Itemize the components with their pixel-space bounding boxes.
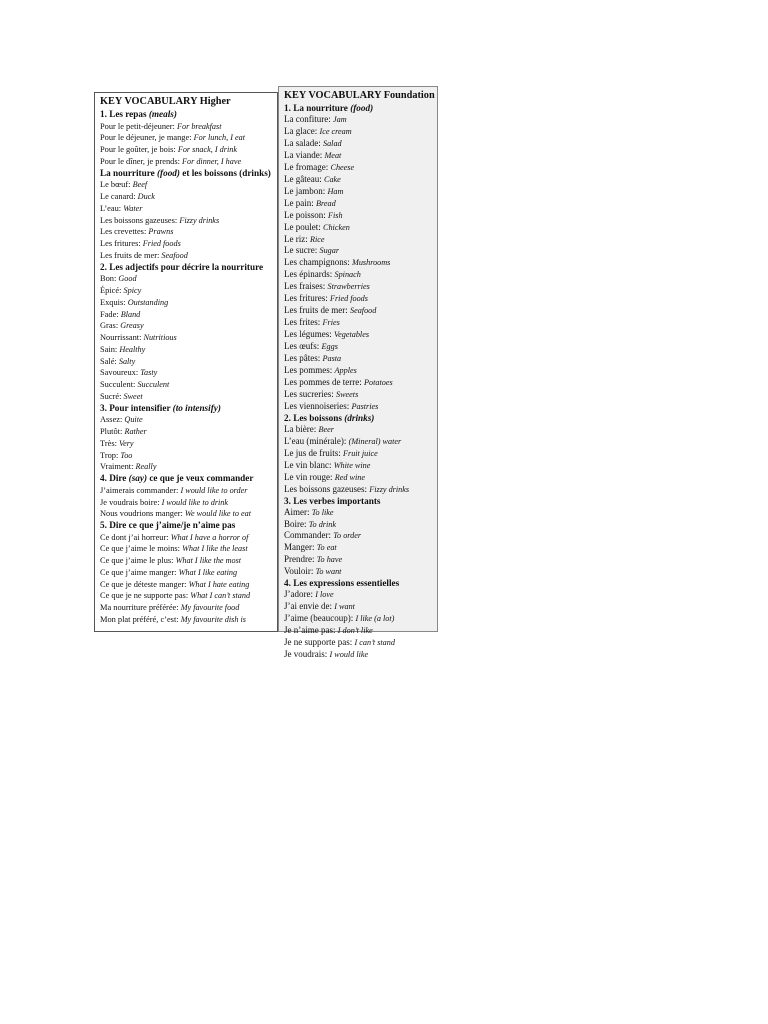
vocab-entry (100, 555, 277, 567)
english-translation: To drink (308, 519, 336, 529)
english-translation: Salad (322, 138, 342, 148)
french-term: Le fromage: (284, 161, 329, 172)
french-term: Trop: (100, 450, 119, 460)
vocab-entry (100, 356, 277, 368)
section-heading-translation: (food) (350, 103, 374, 113)
french-term: Ce que j’aime le moins: (100, 544, 181, 554)
english-translation: Vegetables (334, 330, 370, 340)
vocab-entry (100, 567, 277, 579)
english-translation: I would like (329, 650, 369, 660)
english-translation: Sweet (123, 391, 143, 401)
english-translation: I would like to drink (161, 497, 229, 507)
vocab-entry (284, 566, 437, 578)
english-translation: We would like to eat (184, 509, 252, 519)
vocab-entry (100, 379, 277, 391)
vocab-entry (100, 414, 277, 426)
english-translation: I would like to order (180, 485, 248, 495)
vocab-entry (100, 450, 277, 462)
english-translation: Pastries (351, 401, 379, 411)
french-term: Les fritures: (284, 293, 328, 304)
english-translation: Red wine (334, 472, 365, 482)
french-term: Pour le goûter, je bois: (100, 145, 176, 155)
english-translation: Really (135, 462, 157, 472)
section-heading (100, 262, 277, 274)
french-term: Les pommes de terre: (284, 376, 362, 387)
section-heading-text: 4. Les expressions essentielles (284, 578, 400, 589)
french-term: Le pain: (284, 197, 314, 208)
english-translation: Rather (124, 427, 147, 437)
vocab-entry (100, 614, 277, 626)
vocab-entry (100, 344, 277, 356)
french-term: Épicé: (100, 286, 122, 296)
vocabulary-sheet (94, 86, 438, 660)
vocab-entry (284, 436, 437, 448)
english-translation: Apples (334, 366, 357, 376)
vocab-entry (284, 484, 437, 496)
english-translation: Strawberries (327, 282, 370, 292)
vocab-entry (284, 530, 437, 542)
section-heading-translation: (say) (128, 473, 148, 484)
english-translation: Succulent (137, 380, 170, 390)
english-translation: Seafood (349, 306, 377, 316)
section-heading (100, 520, 277, 532)
french-term: Ma nourriture préférée: (100, 603, 179, 613)
section-heading (284, 103, 437, 114)
vocab-entry (100, 132, 277, 144)
english-translation: What I hate eating (188, 579, 250, 589)
french-term: Succulent: (100, 380, 136, 390)
english-translation: Fried foods (329, 294, 368, 304)
french-term: La viande: (284, 149, 323, 160)
english-translation: To want (315, 567, 342, 577)
higher-title: KEY VOCABULARY Higher (100, 96, 231, 107)
french-term: Savoureux: (100, 368, 139, 378)
english-translation: Healthy (119, 344, 146, 354)
vocab-entry (284, 269, 437, 281)
english-translation: Pasta (322, 354, 342, 364)
english-translation: Tasty (140, 368, 158, 378)
vocab-entry (284, 222, 437, 234)
english-translation: Salty (118, 356, 136, 366)
vocab-entry (100, 543, 277, 555)
english-translation: Fizzy drinks (369, 484, 410, 494)
french-term: Les pâtes: (284, 353, 321, 364)
english-translation: What I like eating (178, 567, 238, 577)
french-term: Ce dont j’ai horreur: (100, 532, 169, 542)
french-term: L’eau (minérale): (284, 435, 347, 446)
vocab-entry (100, 250, 277, 262)
french-term: Très: (100, 438, 117, 448)
english-translation: I want (334, 602, 355, 612)
vocab-entry (284, 554, 437, 566)
vocab-entry (100, 238, 277, 250)
french-term: Manger: (284, 542, 315, 553)
english-translation: What I have a horror of (170, 532, 249, 542)
french-term: Salé: (100, 356, 117, 366)
english-translation: Very (119, 438, 134, 448)
french-term: Les boissons gazeuses: (284, 483, 367, 494)
vocab-entry (284, 353, 437, 365)
english-translation: Jam (332, 115, 347, 124)
french-term: Les viennoiseries: (284, 400, 350, 411)
english-translation: Spicy (123, 286, 142, 296)
french-term: Les sucreries: (284, 388, 334, 399)
english-translation: Chicken (323, 222, 350, 232)
vocab-entry (284, 281, 437, 293)
vocab-entry (100, 226, 277, 238)
vocab-entry (284, 150, 437, 162)
english-translation: Bland (120, 309, 141, 319)
vocab-entry (284, 174, 437, 186)
english-translation: Mushrooms (352, 258, 391, 268)
french-term: Les fruits de mer: (100, 250, 160, 260)
vocab-entry (100, 426, 277, 438)
french-term: Je n’aime pas: (284, 625, 336, 636)
french-term: Le canard: (100, 192, 136, 202)
french-term: Sain: (100, 344, 118, 354)
french-term: La salade: (284, 137, 321, 148)
vocab-entry (284, 507, 437, 519)
vocab-entry (284, 245, 437, 257)
vocab-entry (284, 601, 437, 613)
vocab-entry (100, 590, 277, 602)
french-term: Exquis: (100, 297, 126, 307)
english-translation: Ice cream (319, 126, 352, 136)
section-heading-text: 1. Les repas (100, 109, 147, 119)
english-translation: Greasy (120, 321, 144, 331)
english-translation: Water (123, 203, 143, 213)
french-term: Vouloir: (284, 566, 314, 577)
section-heading (284, 578, 437, 589)
vocab-entry (284, 234, 437, 246)
english-translation: Bread (316, 198, 336, 208)
vocab-entry (100, 461, 277, 473)
french-term: Les œufs: (284, 341, 320, 352)
vocab-entry (100, 602, 277, 614)
french-term: Aimer: (284, 506, 310, 517)
english-translation: For lunch, I eat (193, 133, 246, 143)
french-term: Les frites: (284, 317, 321, 328)
vocab-entry (100, 579, 277, 591)
section-heading-translation: (drinks) (344, 412, 375, 423)
english-translation: Nutritious (143, 333, 177, 343)
french-term: Boire: (284, 518, 307, 529)
section-heading-translation: (meals) (148, 109, 177, 119)
french-term: La confiture: (284, 114, 331, 124)
french-term: Le sucre: (284, 245, 318, 256)
french-term: Nous voudrions manger: (100, 509, 183, 519)
french-term: Le riz: (284, 233, 308, 244)
english-translation: To like (311, 507, 334, 517)
english-translation: Good (118, 274, 137, 284)
french-term: Le bœuf: (100, 180, 131, 190)
vocab-entry (100, 485, 277, 497)
vocab-entry (284, 472, 437, 484)
vocab-entry (284, 389, 437, 401)
vocab-entry (284, 305, 437, 317)
vocab-entry (284, 649, 437, 661)
english-translation: Too (120, 450, 133, 460)
vocab-entry (100, 144, 277, 156)
vocab-entry (284, 637, 437, 649)
english-translation: Fish (328, 210, 343, 220)
vocab-entry (284, 589, 437, 601)
french-term: Les boissons gazeuses: (100, 215, 178, 225)
vocab-entry (284, 401, 437, 413)
french-term: Les champignons: (284, 257, 350, 268)
english-translation: Beef (132, 180, 148, 190)
english-translation: For dinner, I have (182, 156, 242, 166)
vocab-entry (100, 191, 277, 203)
foundation-title: KEY VOCABULARY Foundation (284, 90, 435, 101)
english-translation: White wine (333, 460, 371, 470)
english-translation: For snack, I drink (177, 145, 237, 155)
english-translation: Sweets (335, 389, 359, 399)
english-translation: I like (a lot) (355, 614, 395, 624)
english-translation: I can’t stand (354, 638, 395, 648)
section-heading-continuation: et les boissons (drinks) (182, 167, 271, 178)
french-term: J’ai envie de: (284, 601, 332, 612)
vocab-entry (284, 613, 437, 625)
higher-vocabulary-column (94, 92, 278, 632)
vocab-entry (284, 519, 437, 531)
english-translation: Potatoes (363, 377, 393, 387)
french-term: Le vin blanc: (284, 459, 332, 470)
french-term: Le jus de fruits: (284, 447, 341, 458)
vocab-entry (284, 460, 437, 472)
foundation-vocabulary-column (278, 86, 438, 660)
vocab-entry (100, 508, 277, 520)
english-translation: To order (333, 531, 362, 541)
french-term: Vraiment: (100, 462, 134, 472)
english-translation: Eggs (321, 342, 338, 352)
english-translation: To have (316, 555, 343, 565)
english-translation: Quite (124, 415, 143, 425)
section-heading-translation: (to intensify) (172, 402, 221, 413)
section-heading (100, 168, 277, 180)
vocab-entry (284, 424, 437, 436)
section-heading (284, 496, 437, 507)
vocab-entry (284, 198, 437, 210)
french-term: J’aimerais commander: (100, 485, 179, 495)
french-term: Pour le déjeuner, je mange: (100, 133, 192, 143)
french-term: Les légumes: (284, 329, 332, 340)
english-translation: Cake (323, 174, 341, 184)
french-term: Je voudrais boire: (100, 497, 160, 507)
french-term: Le poisson: (284, 209, 326, 220)
french-term: La glace: (284, 125, 318, 136)
french-term: Ce que je ne supporte pas: (100, 591, 189, 601)
vocab-entry (284, 293, 437, 305)
vocab-entry (284, 138, 437, 150)
english-translation: My favourite food (180, 603, 240, 613)
english-translation: Seafood (161, 250, 188, 260)
french-term: Sucré: (100, 391, 122, 401)
french-term: Le poulet: (284, 221, 321, 232)
french-term: La bière: (284, 423, 317, 434)
english-translation: What I can’t stand (190, 591, 251, 601)
french-term: J’aime (beaucoup): (284, 613, 354, 624)
vocab-entry (284, 186, 437, 198)
vocab-entry (100, 297, 277, 309)
english-translation: Prawns (148, 227, 174, 237)
french-term: Pour le petit-déjeuner: (100, 121, 175, 131)
vocab-entry (284, 625, 437, 637)
english-translation: Fried foods (142, 239, 181, 249)
english-translation: Duck (137, 192, 155, 202)
vocab-entry (100, 438, 277, 450)
vocab-entry (100, 320, 277, 332)
section-heading (100, 403, 277, 415)
vocab-entry (284, 257, 437, 269)
french-term: Commander: (284, 530, 331, 541)
section-heading-text: La nourriture (100, 167, 155, 178)
vocab-entry (100, 309, 277, 321)
vocab-entry (100, 273, 277, 285)
vocab-entry (284, 162, 437, 174)
french-term: Plutôt: (100, 427, 123, 437)
french-term: Prendre: (284, 554, 315, 565)
vocab-entry (100, 532, 277, 544)
french-term: Les fritures: (100, 239, 141, 249)
french-term: Je ne supporte pas: (284, 637, 353, 648)
french-term: Les fraises: (284, 281, 326, 292)
section-heading (100, 473, 277, 485)
section-heading-text: 4. Dire (100, 473, 127, 484)
english-translation: Spinach (334, 270, 361, 280)
vocab-entry (100, 121, 277, 133)
french-term: Pour le dîner, je prends: (100, 156, 180, 166)
french-term: Nourrissant: (100, 333, 142, 343)
english-translation: Rice (310, 234, 325, 244)
english-translation: Sugar (319, 246, 340, 256)
french-term: Fade: (100, 309, 119, 319)
vocab-entry (284, 542, 437, 554)
section-heading-text: 3. Pour intensifier (100, 402, 171, 413)
english-translation: Ham (327, 186, 344, 196)
english-translation: I don’t like (337, 626, 373, 636)
french-term: Le gâteau: (284, 173, 322, 184)
english-translation: Fruit juice (343, 448, 378, 458)
vocab-entry (100, 391, 277, 403)
vocab-entry (100, 285, 277, 297)
french-term: Bon: (100, 274, 117, 284)
vocab-entry (284, 114, 437, 126)
vocab-entry (100, 156, 277, 168)
english-translation: Meat (324, 150, 342, 160)
french-term: L’eau: (100, 203, 122, 213)
english-translation: Fries (322, 318, 340, 328)
section-heading-text: 1. La nourriture (284, 103, 348, 113)
vocab-entry (284, 317, 437, 329)
english-translation: For breakfast (176, 121, 222, 131)
french-term: Assez: (100, 415, 123, 425)
section-heading (284, 413, 437, 424)
english-translation: Outstanding (127, 297, 169, 307)
french-term: Mon plat préféré, c’est: (100, 614, 179, 624)
vocab-entry (284, 365, 437, 377)
vocab-entry (100, 179, 277, 191)
section-heading-continuation: ce que je veux commander (149, 473, 254, 484)
english-translation: What I like the most (175, 556, 242, 566)
section-heading-text: 2. Les adjectifs pour décrire la nourriture (100, 261, 264, 272)
vocab-entry (100, 215, 277, 227)
french-term: Le jambon: (284, 185, 326, 196)
vocab-entry (100, 367, 277, 379)
section-heading-translation: (food) (157, 167, 180, 178)
french-term: Les pommes: (284, 365, 333, 376)
section-heading-text: 3. Les verbes importants (284, 495, 381, 506)
french-term: Les crevettes: (100, 227, 147, 237)
french-term: J’adore: (284, 589, 313, 600)
vocab-entry (284, 448, 437, 460)
vocab-entry (284, 341, 437, 353)
english-translation: My favourite dish is (180, 614, 246, 624)
french-term: Ce que je déteste manger: (100, 579, 187, 589)
section-heading-text: 5. Dire ce que j’aime/je n’aime pas (100, 520, 236, 531)
french-term: Le vin rouge: (284, 471, 333, 482)
section-heading-text: 2. Les boissons (284, 412, 342, 423)
vocab-entry (100, 203, 277, 215)
english-translation: To eat (316, 543, 337, 553)
french-term: Ce que j’aime le plus: (100, 556, 174, 566)
french-term: Les épinards: (284, 269, 333, 280)
vocab-entry (284, 210, 437, 222)
english-translation: Beer (318, 424, 334, 434)
vocab-entry (284, 126, 437, 138)
french-term: Ce que j’aime manger: (100, 567, 177, 577)
english-translation: Cheese (330, 162, 355, 172)
english-translation: (Mineral) water (348, 436, 402, 446)
english-translation: I love (315, 590, 334, 600)
vocab-entry (284, 377, 437, 389)
french-term: Je voudrais: (284, 649, 328, 660)
french-term: Les fruits de mer: (284, 305, 348, 316)
vocab-entry (100, 497, 277, 509)
english-translation: Fizzy drinks (179, 215, 220, 225)
section-heading (100, 109, 277, 121)
vocab-entry (284, 329, 437, 341)
english-translation: What I like the least (182, 544, 248, 554)
french-term: Gras: (100, 321, 119, 331)
vocab-entry (100, 332, 277, 344)
